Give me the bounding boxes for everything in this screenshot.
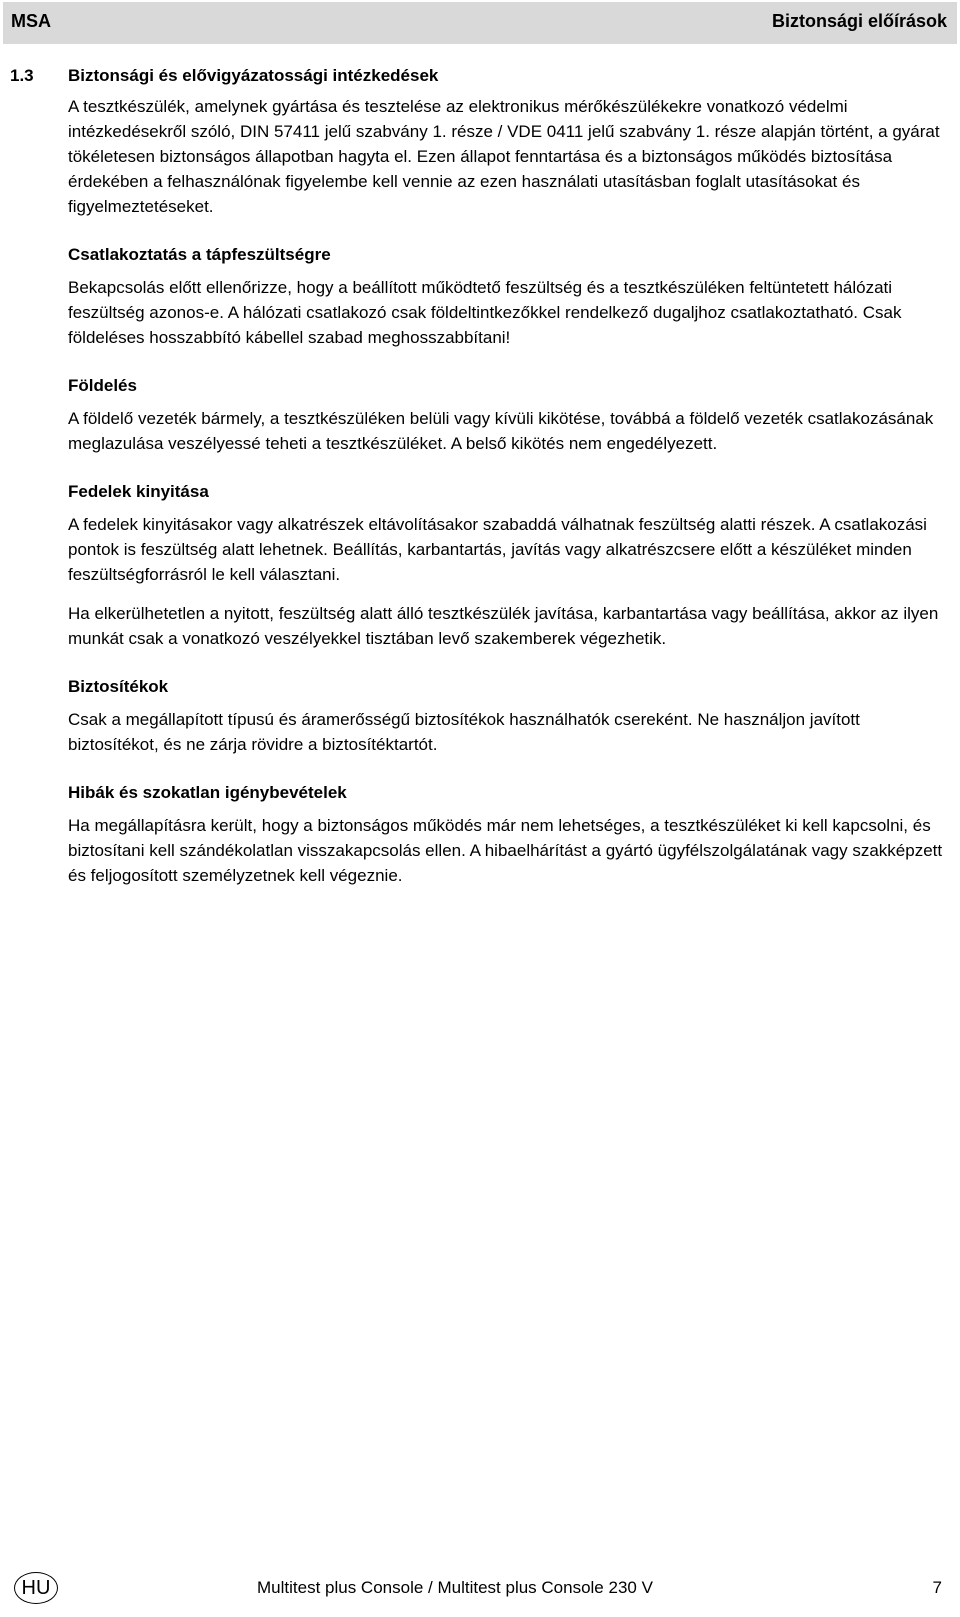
section-number: 1.3	[10, 66, 34, 85]
subsection-faults	[68, 781, 948, 888]
footer-product-title: Multitest plus Console / Multitest plus Console 230 V	[257, 1578, 653, 1597]
subsection-title: Biztosítékok	[68, 677, 169, 696]
subsection-fuses	[68, 675, 948, 757]
header-brand: MSA	[11, 11, 51, 31]
subsection-title: Csatlakoztatás a tápfeszültségre	[68, 245, 331, 264]
subsection-paragraph: Ha elkerülhetetlen a nyitott, feszültség alatt álló tesztkészülék javítása, karbantartása vagy beállítása, akkor az ilyen munkát csak a vonatkozó veszélyekkel tisztában levő szakemberek végezhetik.	[68, 604, 939, 648]
subsection-paragraph: A földelő vezeték bármely, a tesztkészüléken belüli vagy kívüli kikötése, továbbá a földelő vezeték csatlakozásának meglazulása veszélyessé teheti a tesztkészüléket. A belső kikötés nem engedélyezett.	[68, 409, 934, 453]
subsection-grounding	[68, 374, 948, 456]
subsection-power-connection	[68, 243, 948, 350]
subsection-title: Fedelek kinyitása	[68, 482, 209, 501]
intro-paragraph: A tesztkészülék, amelynek gyártása és tesztelése az elektronikus mérőkészülékekre vonatkozó védelmi intézkedésekről szóló, DIN 57411 jelű szabvány 1. része / VDE 0411 jelű szabvány 1. része alapján történt, a gyárat tökéletesen biztonságos állapotban hagyta el. Ezen állapot fenntartása és a biztonságos működés biztosítása érdekében a felhasználónak figyelembe kell vennie az ezen használati utasításban foglalt utasításokat és figyelmeztetéseket.	[68, 97, 940, 216]
subsection-title: Földelés	[68, 376, 137, 395]
subsection-opening-covers	[68, 480, 948, 651]
document-body	[10, 64, 942, 902]
page-footer	[0, 1568, 960, 1612]
page-header	[3, 2, 957, 44]
subsection-paragraph: Csak a megállapított típusú és áramerősségű biztosítékok használhatók csereként. Ne használjon javított biztosítékot, és ne zárja rövidre a biztosítéktartót.	[68, 710, 860, 754]
subsection-paragraph: A fedelek kinyitásakor vagy alkatrészek eltávolításakor szabaddá válhatnak feszültség alatti részek. A csatlakozási pontok is feszültség alatt lehetnek. Beállítás, karbantartás, javítás vagy alkatrészcsere előtt a készüléket minden feszültségforrásról le kell választani.	[68, 515, 927, 584]
language-badge-icon: HU	[14, 1572, 58, 1604]
subsection-title: Hibák és szokatlan igénybevételek	[68, 783, 347, 802]
header-chapter-title: Biztonsági előírások	[771, 11, 947, 31]
subsection-paragraph: Bekapcsolás előtt ellenőrizze, hogy a beállított működtető feszültség és a tesztkészüléken feltüntetett hálózati feszültség azonos-e. A hálózati csatlakozó csak földeltintkezőkkel rendelkező dugaljhoz csatlakoztatható. Csak földeléses hosszabbító kábellel szabad meghosszabbítani!	[68, 278, 902, 347]
section-title: Biztonsági és elővigyázatossági intézkedések	[68, 66, 439, 85]
section-content	[68, 94, 948, 888]
section-heading	[10, 64, 942, 88]
subsection-paragraph: Ha megállapításra került, hogy a biztonságos működés már nem lehetséges, a tesztkészüléket ki kell kapcsolni, és biztosítani kell szándékolatlan visszakapcsolás ellen. A hibaelhárítást a gyártó ügyfélszolgálatának vagy szakképzett és feljogosított személyzetnek kell végeznie.	[68, 816, 943, 885]
page-number: 7	[932, 1578, 942, 1597]
